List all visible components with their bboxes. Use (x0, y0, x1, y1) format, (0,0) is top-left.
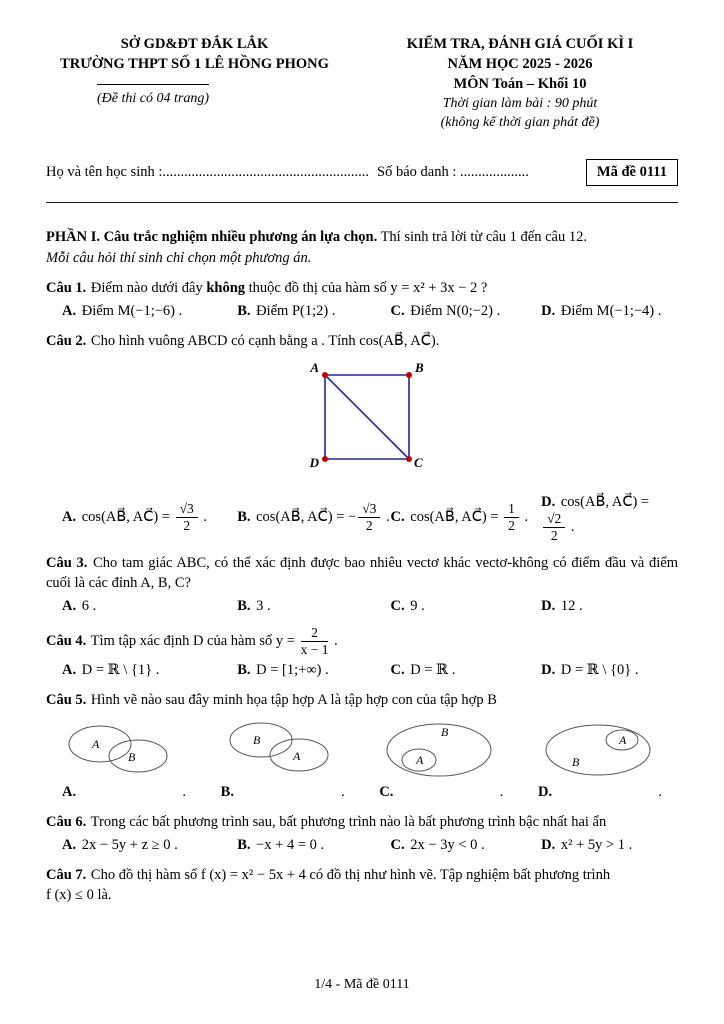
question-5-text: Hình vẽ nào sau đây minh họa tập hợp A là tập hợp con của tập hợp B (87, 692, 497, 709)
question-1-stem (46, 278, 678, 298)
q4-option-b-label: B. (237, 662, 251, 679)
question-3 (46, 553, 678, 616)
venn-diagram-a (60, 718, 188, 780)
header-divider (46, 202, 678, 203)
set-label-b: B (252, 733, 260, 748)
question-4-number: Câu 4. (46, 632, 87, 649)
pages-note: (Đề thi có 04 trang) (97, 91, 209, 106)
q5-option-c-label: C. (379, 784, 394, 801)
q6-option-c-label: C. (390, 837, 405, 854)
q3-option-c (391, 596, 542, 616)
question-7-stem (46, 865, 678, 905)
q1-option-d-text: Điểm M(−1;−4) . (557, 302, 662, 319)
q2-option-c-pre: cos(AB⃗, AC⃗) = (406, 508, 503, 525)
q1-option-c-label: C. (390, 302, 405, 319)
part1-title: PHẦN I. Câu trắc nghiệm nhiều phương án lựa chọn. (46, 228, 378, 245)
duration-line: Thời gian làm bài : 90 phút (442, 96, 598, 111)
student-id-label: Số báo danh : ................... (377, 164, 529, 181)
header-sig-block (68, 84, 238, 108)
q2-option-d-pre: cos(AB⃗, AC⃗) = (557, 493, 650, 510)
q4-option-d-text: D = ℝ \ {0} . (557, 662, 639, 679)
question-5-number: Câu 5. (46, 692, 87, 709)
q3-option-d-label: D. (541, 597, 556, 614)
q6-option-a-label: A. (62, 837, 77, 854)
q6-option-a-text: 2x − 5y + z ≥ 0 . (78, 837, 178, 854)
question-7 (46, 865, 678, 905)
q5-option-b-label: B. (220, 784, 234, 801)
question-3-text: Cho tam giác ABC, có thể xác định được bao nhiêu vectơ khác vectơ-không có điểm đầu và điểm cuối là các đỉnh A, B, C? (46, 554, 678, 591)
duration-note: (không kể thời gian phát đề) (440, 115, 600, 131)
venn-option-b (219, 718, 347, 802)
venn-option-d (536, 718, 664, 802)
q4-option-b (237, 660, 390, 680)
question-3-stem (46, 553, 678, 593)
school-year: NĂM HỌC 2025 - 2026 (447, 56, 593, 72)
subject-line: MÔN Toán – Khối 10 (453, 76, 587, 92)
q1-option-b (237, 301, 390, 321)
set-label-b: B (128, 750, 136, 765)
q6-option-c (391, 835, 542, 855)
header-underline (97, 84, 209, 85)
department-name: SỞ GD&ĐT ĐẮK LẮK (120, 36, 269, 52)
fraction (358, 502, 380, 533)
q4-option-d (541, 660, 678, 680)
question-4-text: Tìm tập xác định D của hàm số y = (87, 632, 299, 649)
question-4 (46, 626, 678, 680)
q2-option-a (62, 502, 237, 533)
q3-option-d-text: 12 . (557, 597, 583, 614)
question-6-text: Trong các bất phương trình sau, bất phương trình nào là bất phương trình bậc nhất hai ẩn (87, 814, 607, 831)
question-5-stem (46, 690, 678, 710)
vertex-label-d: D (309, 454, 319, 470)
exam-code-box: Mã đề 0111 (586, 159, 678, 186)
venn-diagram-b (219, 718, 347, 780)
fraction-denominator: 2 (365, 517, 373, 533)
venn-option-a (60, 718, 188, 802)
venn-diagram-c (377, 718, 505, 780)
q6-option-c-text: 2x − 3y < 0 . (406, 837, 485, 854)
fraction-numerator: √3 (176, 502, 198, 518)
question-6 (46, 812, 678, 855)
question-2-options (46, 492, 678, 543)
q5-option-a-label: A. (62, 784, 77, 801)
q2-option-c (391, 502, 542, 533)
fraction-numerator: 1 (504, 502, 519, 518)
question-6-number: Câu 6. (46, 814, 87, 831)
question-3-options (46, 596, 678, 616)
exam-header (46, 34, 678, 133)
question-6-stem (46, 812, 678, 832)
q1-option-c (391, 301, 542, 321)
q2-option-b (237, 502, 390, 533)
q2-option-d-post: . (567, 518, 575, 535)
question-4-stem (46, 626, 678, 657)
question-6-options (46, 835, 678, 855)
question-1-text: Điểm nào dưới đây (87, 279, 207, 296)
page-footer: 1/4 - Mã đề 0111 (314, 976, 410, 992)
set-label-a: A (92, 737, 100, 752)
question-2-stem (46, 331, 678, 351)
vertex-label-a: A (310, 359, 319, 375)
q6-option-b (237, 835, 390, 855)
q5-option-c-trail: . (499, 784, 504, 801)
school-block (46, 34, 343, 133)
question-4-text-2: . (330, 632, 338, 649)
q2-option-b-pre: cos(AB⃗, AC⃗) = − (252, 508, 357, 525)
fraction (504, 502, 519, 533)
q6-option-b-text: −x + 4 = 0 . (252, 837, 325, 854)
q3-option-c-text: 9 . (406, 597, 425, 614)
q6-option-d-text: x² + 5y > 1 . (557, 837, 633, 854)
venn-diagram-d (536, 718, 664, 780)
school-name: TRƯỜNG THPT SỐ 1 LÊ HỒNG PHONG (60, 56, 329, 72)
q5-option-d-label: D. (537, 784, 553, 801)
q5-option-d-trail: . (658, 784, 662, 801)
fraction-denominator: x − 1 (300, 642, 329, 658)
part1-instructions: Thí sinh trả lời từ câu 1 đến câu 12. (377, 228, 587, 245)
q4-option-a-label: A. (62, 662, 77, 679)
q1-option-d-label: D. (541, 302, 556, 319)
q1-option-a-label: A. (62, 302, 77, 319)
question-1-bold-word: không (206, 279, 246, 296)
venn-label-d (536, 780, 664, 802)
q4-option-d-label: D. (541, 662, 556, 679)
q6-option-d-label: D. (541, 837, 556, 854)
q3-option-b (237, 596, 390, 616)
venn-label-b (219, 780, 347, 802)
question-1 (46, 278, 678, 321)
question-2-figure (46, 359, 678, 489)
vertex-label-b: B (415, 359, 424, 375)
set-label-b: B (441, 725, 449, 740)
q1-option-a-text: Điểm M(−1;−6) . (78, 302, 183, 319)
q6-option-a (62, 835, 237, 855)
vertex-label-c: C (414, 454, 423, 470)
student-name-label: Họ và tên học sinh :......................................................... (46, 164, 370, 181)
question-2 (46, 331, 678, 543)
q2-option-c-label: C. (390, 508, 405, 525)
q3-option-a-label: A. (62, 597, 77, 614)
q5-option-a-trail: . (182, 784, 186, 801)
q4-option-a (62, 660, 237, 680)
fraction (176, 502, 198, 533)
q4-option-b-text: D = [1;+∞) . (252, 662, 329, 679)
part1-heading (46, 227, 678, 247)
question-3-number: Câu 3. (46, 554, 88, 571)
question-5-figures (60, 718, 664, 802)
question-7-text-2: f (x) ≤ 0 là. (46, 887, 112, 904)
venn-option-c (377, 718, 505, 802)
exam-title-block (362, 34, 678, 133)
fraction (301, 626, 329, 657)
fraction-denominator: 2 (550, 527, 558, 543)
question-1-text-2: thuộc đồ thị của hàm số y = x² + 3x − 2 ? (245, 279, 488, 296)
question-7-text: Cho đồ thị hàm số f (x) = x² − 5x + 4 có đồ thị như hình vẽ. Tập nghiệm bất phương trình (87, 867, 611, 884)
q2-option-d (541, 492, 678, 543)
question-7-number: Câu 7. (46, 867, 87, 884)
q2-option-b-label: B. (237, 508, 251, 525)
q1-option-d (541, 301, 678, 321)
q3-option-b-label: B. (237, 597, 251, 614)
q4-option-c (391, 660, 542, 680)
q1-option-a (62, 301, 237, 321)
square-diagram (277, 359, 447, 483)
q1-option-c-text: Điểm N(0;−2) . (406, 302, 501, 319)
fraction-numerator: √2 (543, 512, 565, 528)
q2-option-a-label: A. (62, 508, 77, 525)
fraction-numerator: √3 (358, 502, 380, 518)
q3-option-c-label: C. (390, 597, 405, 614)
q6-option-d (541, 835, 678, 855)
part1-note: Mỗi câu hỏi thí sinh chỉ chọn một phương án. (46, 249, 312, 266)
q2-option-c-post: . (520, 508, 529, 525)
question-2-text: Cho hình vuông ABCD có cạnh bằng a . Tính cos(AB⃗, AC⃗). (87, 332, 440, 349)
fraction (543, 512, 565, 543)
fraction-denominator: 2 (183, 517, 191, 533)
venn-label-c (377, 780, 505, 802)
question-5 (46, 690, 678, 802)
set-label-a: A (416, 753, 424, 768)
set-label-a: A (292, 749, 300, 764)
q1-option-b-text: Điểm P(1;2) . (252, 302, 336, 319)
q3-option-a (62, 596, 237, 616)
q1-option-b-label: B. (237, 302, 251, 319)
q4-option-c-label: C. (390, 662, 405, 679)
question-2-number: Câu 2. (46, 332, 87, 349)
q3-option-b-text: 3 . (252, 597, 271, 614)
q2-option-b-post: . (382, 508, 390, 525)
q5-option-b-trail: . (341, 784, 345, 801)
fraction-denominator: 2 (508, 517, 515, 533)
set-label-b: B (571, 755, 580, 770)
venn-label-a (60, 780, 188, 802)
question-1-options (46, 301, 678, 321)
q2-option-d-label: D. (541, 493, 556, 510)
question-1-number: Câu 1. (46, 279, 87, 296)
q6-option-b-label: B. (237, 837, 251, 854)
exam-title: KIỂM TRA, ĐÁNH GIÁ CUỐI KÌ I (406, 36, 634, 52)
q3-option-d (541, 596, 678, 616)
q4-option-a-text: D = ℝ \ {1} . (78, 662, 160, 679)
q4-option-c-text: D = ℝ . (406, 662, 456, 679)
question-4-options (46, 660, 678, 680)
student-info-row (46, 159, 678, 186)
q2-option-a-pre: cos(AB⃗, AC⃗) = (78, 508, 174, 525)
fraction-numerator: 2 (301, 626, 329, 642)
q2-option-a-post: . (199, 508, 208, 525)
set-label-a: A (618, 733, 627, 748)
q3-option-a-text: 6 . (78, 597, 97, 614)
